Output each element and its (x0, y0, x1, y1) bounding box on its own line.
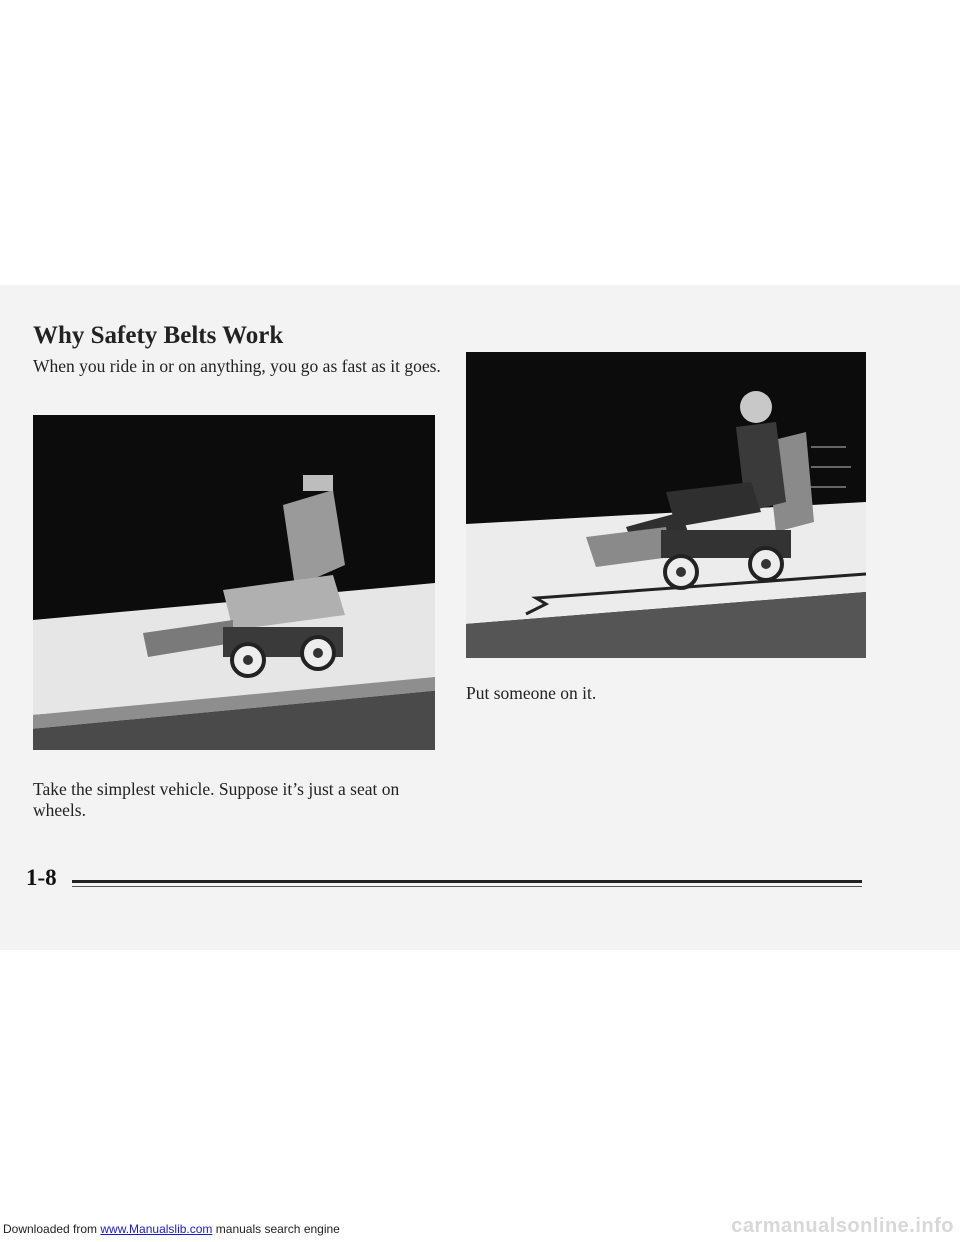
footer-suffix: manuals search engine (212, 1222, 340, 1236)
watermark: carmanualsonline.info (731, 1215, 954, 1237)
seat-on-wheels-illustration (33, 415, 435, 750)
footer-rule (72, 880, 862, 883)
person-on-seat-illustration (466, 352, 866, 658)
figure-2-caption: Put someone on it. (466, 683, 597, 703)
intro-paragraph: When you ride in or on anything, you go as fast as it goes. (33, 356, 441, 376)
section-heading: Why Safety Belts Work (33, 322, 284, 349)
figure-1-caption: Take the simplest vehicle. Suppose it’s just a seat on wheels. (33, 779, 400, 820)
footer-prefix: Downloaded from (3, 1222, 101, 1236)
manualslib-link[interactable]: www.Manualslib.com (100, 1222, 213, 1236)
page-number: 1-8 (26, 865, 57, 890)
footer-rule-thin (72, 886, 862, 887)
download-footer (3, 1222, 340, 1236)
